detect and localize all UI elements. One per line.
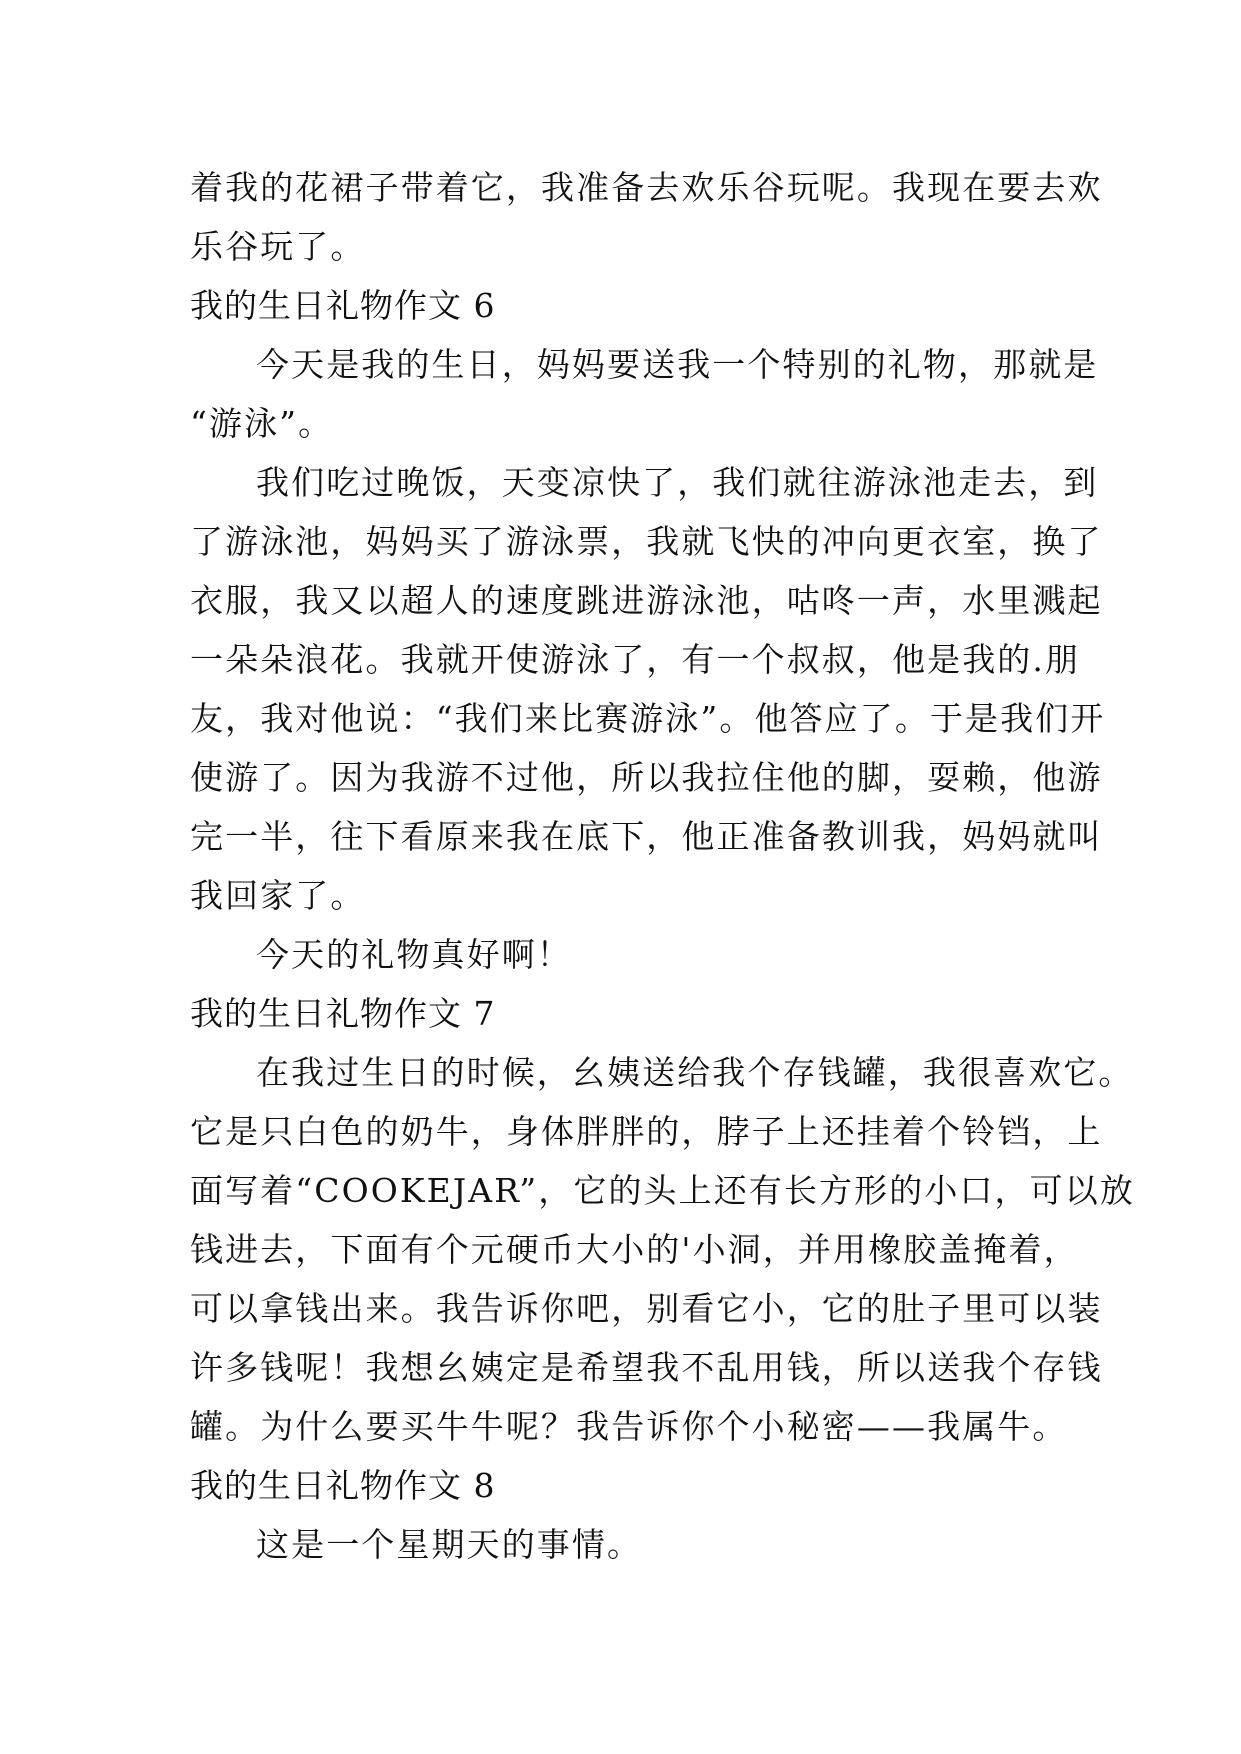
text-line: 在我过生日的时候，幺姨送给我个存钱罐，我很喜欢它。 — [256, 1053, 1134, 1092]
paragraph — [190, 158, 1103, 276]
section-heading: 我的生日礼物作文 8 — [190, 1466, 496, 1505]
text-line: 完一半，往下看原来我在底下，他正准备教训我，妈妈就叫 — [190, 817, 1103, 856]
text-line: 使游了。因为我游不过他，所以我拉住他的脚，耍赖，他游 — [190, 758, 1103, 797]
text-line: 衣服，我又以超人的速度跳进游泳池，咕咚一声，水里溅起 — [190, 581, 1103, 620]
text-line: 我回家了。 — [190, 876, 366, 915]
paragraph — [190, 1515, 1058, 1574]
paragraph — [190, 925, 1058, 984]
text-line: 我们吃过晚饭，天变凉快了，我们就往游泳池走去，到 — [256, 463, 1099, 502]
text-line: 今天是我的生日，妈妈要送我一个特别的礼物，那就是 — [256, 345, 1099, 384]
text-line: 友，我对他说：“我们来比赛游泳”。他答应了。于是我们开 — [190, 699, 1106, 738]
text-line: 这是一个星期天的事情。 — [256, 1525, 643, 1564]
paragraph — [190, 453, 1106, 925]
text-line: 许多钱呢！我想幺姨定是希望我不乱用钱，所以送我个存钱 — [190, 1348, 1103, 1387]
text-line: 可以拿钱出来。我告诉你吧，别看它小，它的肚子里可以装 — [190, 1289, 1103, 1328]
text-line: 着我的花裙子带着它，我准备去欢乐谷玩呢。我现在要去欢 — [190, 168, 1103, 207]
text-line: 钱进去，下面有个元硬币大小的'小洞，并用橡胶盖掩着， — [190, 1230, 1079, 1269]
document-page — [190, 158, 1135, 1574]
text-line: 今天的礼物真好啊！ — [256, 935, 572, 974]
text-line: “游泳”。 — [190, 404, 334, 443]
paragraph — [190, 335, 1099, 453]
text-line: 罐。为什么要买牛牛呢？我告诉你个小秘密——我属牛。 — [190, 1407, 1068, 1446]
section-heading: 我的生日礼物作文 6 — [190, 286, 496, 325]
text-line: 乐谷玩了。 — [190, 227, 366, 266]
text-line: 它是只白色的奶牛，身体胖胖的，脖子上还挂着个铃铛，上 — [190, 1112, 1103, 1151]
text-line: 面写着“COOKEJAR”，它的头上还有长方形的小口，可以放 — [190, 1171, 1135, 1210]
paragraph — [190, 1043, 1135, 1456]
section-heading: 我的生日礼物作文 7 — [190, 994, 496, 1033]
text-line: 一朵朵浪花。我就开使游泳了，有一个叔叔，他是我的.朋 — [190, 640, 1081, 679]
text-line: 了游泳池，妈妈买了游泳票，我就飞快的冲向更衣室，换了 — [190, 522, 1103, 561]
